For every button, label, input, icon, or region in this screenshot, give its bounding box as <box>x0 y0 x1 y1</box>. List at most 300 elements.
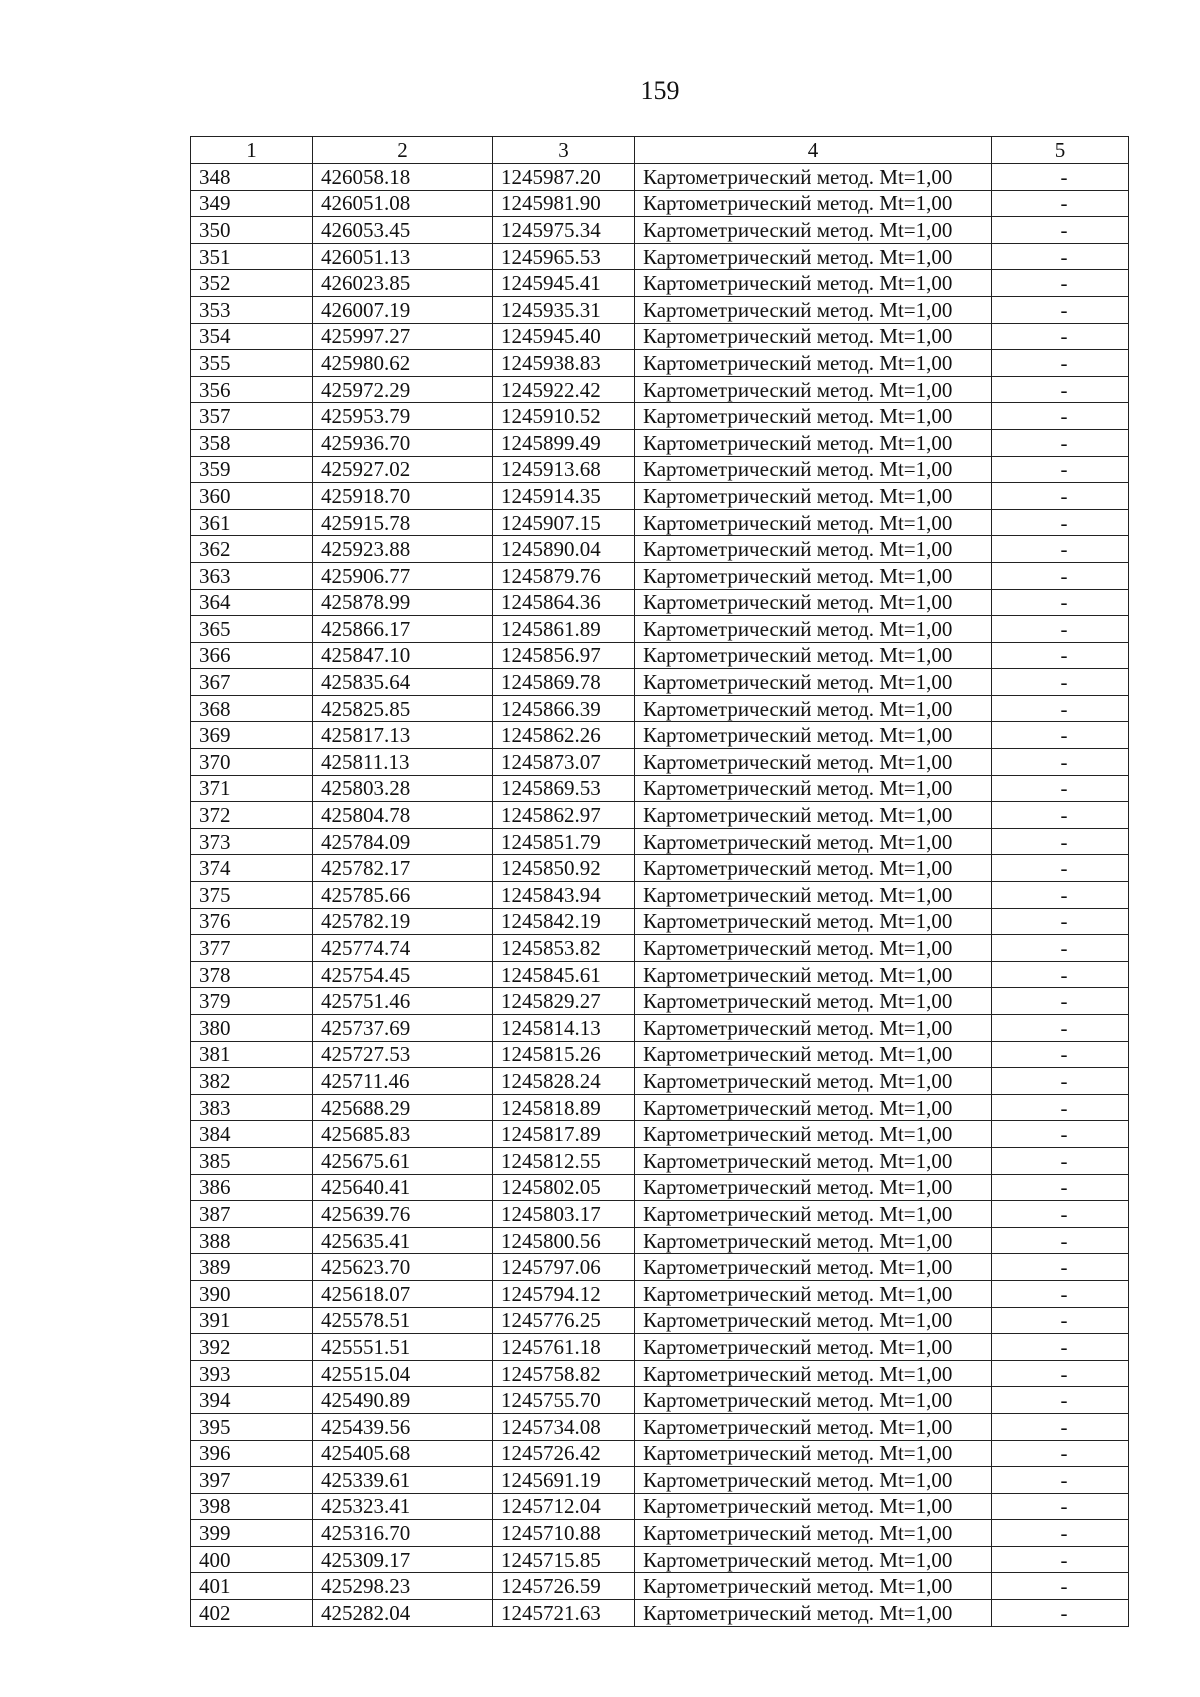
point-number-cell: 392 <box>191 1334 313 1361</box>
x-coordinate-cell: 425316.70 <box>313 1520 493 1547</box>
note-cell: - <box>992 1334 1129 1361</box>
method-cell: Картометрический метод. Mt=1,00 <box>635 243 992 270</box>
table-row <box>191 429 1129 456</box>
point-number-cell: 380 <box>191 1015 313 1042</box>
x-coordinate-cell: 425298.23 <box>313 1573 493 1600</box>
y-coordinate-cell: 1245814.13 <box>493 1015 635 1042</box>
table-row <box>191 536 1129 563</box>
note-cell: - <box>992 536 1129 563</box>
x-coordinate-cell: 425751.46 <box>313 988 493 1015</box>
table-row <box>191 164 1129 191</box>
table-row <box>191 1254 1129 1281</box>
note-cell: - <box>992 296 1129 323</box>
table-row <box>191 1360 1129 1387</box>
note-cell: - <box>992 1094 1129 1121</box>
table-row <box>191 802 1129 829</box>
point-number-cell: 379 <box>191 988 313 1015</box>
method-cell: Картометрический метод. Mt=1,00 <box>635 1413 992 1440</box>
x-coordinate-cell: 425915.78 <box>313 509 493 536</box>
table-row <box>191 509 1129 536</box>
method-cell: Картометрический метод. Mt=1,00 <box>635 1227 992 1254</box>
point-number-cell: 365 <box>191 616 313 643</box>
method-cell: Картометрический метод. Mt=1,00 <box>635 1068 992 1095</box>
y-coordinate-cell: 1245981.90 <box>493 190 635 217</box>
note-cell: - <box>992 988 1129 1015</box>
y-coordinate-cell: 1245965.53 <box>493 243 635 270</box>
x-coordinate-cell: 425282.04 <box>313 1600 493 1627</box>
table-row <box>191 1068 1129 1095</box>
method-cell: Картометрический метод. Mt=1,00 <box>635 1254 992 1281</box>
x-coordinate-cell: 426051.08 <box>313 190 493 217</box>
method-cell: Картометрический метод. Mt=1,00 <box>635 935 992 962</box>
note-cell: - <box>992 1493 1129 1520</box>
point-number-cell: 385 <box>191 1147 313 1174</box>
note-cell: - <box>992 1280 1129 1307</box>
note-cell: - <box>992 562 1129 589</box>
method-cell: Картометрический метод. Mt=1,00 <box>635 616 992 643</box>
x-coordinate-cell: 425785.66 <box>313 882 493 909</box>
x-coordinate-cell: 425782.17 <box>313 855 493 882</box>
header-col-4: 4 <box>635 137 992 164</box>
y-coordinate-cell: 1245726.59 <box>493 1573 635 1600</box>
point-number-cell: 374 <box>191 855 313 882</box>
table-row <box>191 908 1129 935</box>
point-number-cell: 377 <box>191 935 313 962</box>
x-coordinate-cell: 425578.51 <box>313 1307 493 1334</box>
note-cell: - <box>992 164 1129 191</box>
table-row <box>191 1413 1129 1440</box>
table-row <box>191 456 1129 483</box>
x-coordinate-cell: 425754.45 <box>313 961 493 988</box>
method-cell: Картометрический метод. Mt=1,00 <box>635 1493 992 1520</box>
x-coordinate-cell: 425866.17 <box>313 616 493 643</box>
y-coordinate-cell: 1245862.26 <box>493 722 635 749</box>
x-coordinate-cell: 425635.41 <box>313 1227 493 1254</box>
point-number-cell: 352 <box>191 270 313 297</box>
method-cell: Картометрический метод. Mt=1,00 <box>635 1573 992 1600</box>
point-number-cell: 378 <box>191 961 313 988</box>
y-coordinate-cell: 1245861.89 <box>493 616 635 643</box>
note-cell: - <box>992 1413 1129 1440</box>
method-cell: Картометрический метод. Mt=1,00 <box>635 323 992 350</box>
method-cell: Картометрический метод. Mt=1,00 <box>635 1334 992 1361</box>
method-cell: Картометрический метод. Mt=1,00 <box>635 1121 992 1148</box>
x-coordinate-cell: 425953.79 <box>313 403 493 430</box>
table-row <box>191 855 1129 882</box>
table-row <box>191 695 1129 722</box>
method-cell: Картометрический метод. Mt=1,00 <box>635 509 992 536</box>
note-cell: - <box>992 935 1129 962</box>
method-cell: Картометрический метод. Mt=1,00 <box>635 1387 992 1414</box>
note-cell: - <box>992 882 1129 909</box>
y-coordinate-cell: 1245869.53 <box>493 775 635 802</box>
note-cell: - <box>992 456 1129 483</box>
method-cell: Картометрический метод. Mt=1,00 <box>635 1307 992 1334</box>
point-number-cell: 389 <box>191 1254 313 1281</box>
point-number-cell: 383 <box>191 1094 313 1121</box>
table-row <box>191 1227 1129 1254</box>
table-row <box>191 483 1129 510</box>
point-number-cell: 356 <box>191 376 313 403</box>
method-cell: Картометрический метод. Mt=1,00 <box>635 1467 992 1494</box>
y-coordinate-cell: 1245710.88 <box>493 1520 635 1547</box>
method-cell: Картометрический метод. Mt=1,00 <box>635 1015 992 1042</box>
table-row <box>191 1015 1129 1042</box>
table-row <box>191 1334 1129 1361</box>
note-cell: - <box>992 403 1129 430</box>
header-col-5: 5 <box>992 137 1129 164</box>
x-coordinate-cell: 425551.51 <box>313 1334 493 1361</box>
point-number-cell: 382 <box>191 1068 313 1095</box>
method-cell: Картометрический метод. Mt=1,00 <box>635 642 992 669</box>
y-coordinate-cell: 1245866.39 <box>493 695 635 722</box>
y-coordinate-cell: 1245828.24 <box>493 1068 635 1095</box>
point-number-cell: 364 <box>191 589 313 616</box>
method-cell: Картометрический метод. Mt=1,00 <box>635 882 992 909</box>
method-cell: Картометрический метод. Mt=1,00 <box>635 802 992 829</box>
point-number-cell: 390 <box>191 1280 313 1307</box>
method-cell: Картометрический метод. Mt=1,00 <box>635 456 992 483</box>
table-body <box>191 164 1129 1627</box>
x-coordinate-cell: 426023.85 <box>313 270 493 297</box>
table-row <box>191 1546 1129 1573</box>
point-number-cell: 372 <box>191 802 313 829</box>
y-coordinate-cell: 1245758.82 <box>493 1360 635 1387</box>
x-coordinate-cell: 426058.18 <box>313 164 493 191</box>
y-coordinate-cell: 1245914.35 <box>493 483 635 510</box>
y-coordinate-cell: 1245817.89 <box>493 1121 635 1148</box>
y-coordinate-cell: 1245945.41 <box>493 270 635 297</box>
x-coordinate-cell: 425980.62 <box>313 350 493 377</box>
table-row <box>191 961 1129 988</box>
table-row <box>191 1147 1129 1174</box>
y-coordinate-cell: 1245715.85 <box>493 1546 635 1573</box>
y-coordinate-cell: 1245815.26 <box>493 1041 635 1068</box>
x-coordinate-cell: 425309.17 <box>313 1546 493 1573</box>
note-cell: - <box>992 749 1129 776</box>
y-coordinate-cell: 1245873.07 <box>493 749 635 776</box>
note-cell: - <box>992 1360 1129 1387</box>
x-coordinate-cell: 425847.10 <box>313 642 493 669</box>
point-number-cell: 350 <box>191 217 313 244</box>
x-coordinate-cell: 425405.68 <box>313 1440 493 1467</box>
table-row <box>191 403 1129 430</box>
point-number-cell: 391 <box>191 1307 313 1334</box>
x-coordinate-cell: 425972.29 <box>313 376 493 403</box>
method-cell: Картометрический метод. Mt=1,00 <box>635 1174 992 1201</box>
table-row <box>191 775 1129 802</box>
point-number-cell: 397 <box>191 1467 313 1494</box>
note-cell: - <box>992 642 1129 669</box>
y-coordinate-cell: 1245935.31 <box>493 296 635 323</box>
x-coordinate-cell: 425639.76 <box>313 1201 493 1228</box>
x-coordinate-cell: 425918.70 <box>313 483 493 510</box>
y-coordinate-cell: 1245755.70 <box>493 1387 635 1414</box>
y-coordinate-cell: 1245890.04 <box>493 536 635 563</box>
method-cell: Картометрический метод. Mt=1,00 <box>635 589 992 616</box>
method-cell: Картометрический метод. Mt=1,00 <box>635 1041 992 1068</box>
table-row <box>191 190 1129 217</box>
x-coordinate-cell: 425997.27 <box>313 323 493 350</box>
header-col-2: 2 <box>313 137 493 164</box>
note-cell: - <box>992 589 1129 616</box>
point-number-cell: 366 <box>191 642 313 669</box>
table-row <box>191 749 1129 776</box>
point-number-cell: 359 <box>191 456 313 483</box>
method-cell: Картометрический метод. Mt=1,00 <box>635 775 992 802</box>
table-row <box>191 1573 1129 1600</box>
method-cell: Картометрический метод. Mt=1,00 <box>635 429 992 456</box>
table-row <box>191 270 1129 297</box>
y-coordinate-cell: 1245794.12 <box>493 1280 635 1307</box>
table-row <box>191 669 1129 696</box>
table-row <box>191 1493 1129 1520</box>
note-cell: - <box>992 802 1129 829</box>
x-coordinate-cell: 425927.02 <box>313 456 493 483</box>
point-number-cell: 360 <box>191 483 313 510</box>
y-coordinate-cell: 1245829.27 <box>493 988 635 1015</box>
method-cell: Картометрический метод. Mt=1,00 <box>635 190 992 217</box>
table-row <box>191 350 1129 377</box>
page-number: 159 <box>640 76 680 105</box>
table-row <box>191 1307 1129 1334</box>
y-coordinate-cell: 1245721.63 <box>493 1600 635 1627</box>
note-cell: - <box>992 1573 1129 1600</box>
x-coordinate-cell: 425825.85 <box>313 695 493 722</box>
point-number-cell: 386 <box>191 1174 313 1201</box>
point-number-cell: 395 <box>191 1413 313 1440</box>
table-row <box>191 296 1129 323</box>
table-row <box>191 1440 1129 1467</box>
table-row <box>191 1174 1129 1201</box>
table-row <box>191 642 1129 669</box>
method-cell: Картометрический метод. Mt=1,00 <box>635 1440 992 1467</box>
table-row <box>191 1121 1129 1148</box>
y-coordinate-cell: 1245853.82 <box>493 935 635 962</box>
x-coordinate-cell: 425711.46 <box>313 1068 493 1095</box>
note-cell: - <box>992 1201 1129 1228</box>
table-header-row <box>191 137 1129 164</box>
table-row <box>191 217 1129 244</box>
note-cell: - <box>992 1227 1129 1254</box>
note-cell: - <box>992 828 1129 855</box>
table-row <box>191 1201 1129 1228</box>
x-coordinate-cell: 425817.13 <box>313 722 493 749</box>
note-cell: - <box>992 243 1129 270</box>
table-row <box>191 1094 1129 1121</box>
x-coordinate-cell: 425439.56 <box>313 1413 493 1440</box>
x-coordinate-cell: 425774.74 <box>313 935 493 962</box>
note-cell: - <box>992 509 1129 536</box>
y-coordinate-cell: 1245899.49 <box>493 429 635 456</box>
y-coordinate-cell: 1245851.79 <box>493 828 635 855</box>
y-coordinate-cell: 1245864.36 <box>493 589 635 616</box>
table-row <box>191 616 1129 643</box>
point-number-cell: 396 <box>191 1440 313 1467</box>
x-coordinate-cell: 425618.07 <box>313 1280 493 1307</box>
note-cell: - <box>992 961 1129 988</box>
y-coordinate-cell: 1245862.97 <box>493 802 635 829</box>
x-coordinate-cell: 425803.28 <box>313 775 493 802</box>
table-row <box>191 1600 1129 1627</box>
point-number-cell: 387 <box>191 1201 313 1228</box>
y-coordinate-cell: 1245987.20 <box>493 164 635 191</box>
method-cell: Картометрический метод. Mt=1,00 <box>635 562 992 589</box>
y-coordinate-cell: 1245907.15 <box>493 509 635 536</box>
y-coordinate-cell: 1245922.42 <box>493 376 635 403</box>
method-cell: Картометрический метод. Mt=1,00 <box>635 961 992 988</box>
table-row <box>191 935 1129 962</box>
method-cell: Картометрический метод. Mt=1,00 <box>635 722 992 749</box>
x-coordinate-cell: 426051.13 <box>313 243 493 270</box>
x-coordinate-cell: 425784.09 <box>313 828 493 855</box>
note-cell: - <box>992 1121 1129 1148</box>
y-coordinate-cell: 1245910.52 <box>493 403 635 430</box>
x-coordinate-cell: 425515.04 <box>313 1360 493 1387</box>
x-coordinate-cell: 425804.78 <box>313 802 493 829</box>
method-cell: Картометрический метод. Mt=1,00 <box>635 1280 992 1307</box>
note-cell: - <box>992 483 1129 510</box>
x-coordinate-cell: 425490.89 <box>313 1387 493 1414</box>
method-cell: Картометрический метод. Mt=1,00 <box>635 270 992 297</box>
method-cell: Картометрический метод. Mt=1,00 <box>635 483 992 510</box>
y-coordinate-cell: 1245869.78 <box>493 669 635 696</box>
point-number-cell: 381 <box>191 1041 313 1068</box>
point-number-cell: 399 <box>191 1520 313 1547</box>
point-number-cell: 357 <box>191 403 313 430</box>
point-number-cell: 369 <box>191 722 313 749</box>
y-coordinate-cell: 1245818.89 <box>493 1094 635 1121</box>
note-cell: - <box>992 190 1129 217</box>
point-number-cell: 375 <box>191 882 313 909</box>
note-cell: - <box>992 217 1129 244</box>
y-coordinate-cell: 1245802.05 <box>493 1174 635 1201</box>
y-coordinate-cell: 1245850.92 <box>493 855 635 882</box>
point-number-cell: 376 <box>191 908 313 935</box>
note-cell: - <box>992 270 1129 297</box>
y-coordinate-cell: 1245712.04 <box>493 1493 635 1520</box>
point-number-cell: 384 <box>191 1121 313 1148</box>
method-cell: Картометрический метод. Mt=1,00 <box>635 536 992 563</box>
note-cell: - <box>992 616 1129 643</box>
note-cell: - <box>992 855 1129 882</box>
method-cell: Картометрический метод. Mt=1,00 <box>635 988 992 1015</box>
method-cell: Картометрический метод. Mt=1,00 <box>635 403 992 430</box>
point-number-cell: 361 <box>191 509 313 536</box>
x-coordinate-cell: 425811.13 <box>313 749 493 776</box>
y-coordinate-cell: 1245945.40 <box>493 323 635 350</box>
note-cell: - <box>992 1467 1129 1494</box>
y-coordinate-cell: 1245812.55 <box>493 1147 635 1174</box>
table-row <box>191 589 1129 616</box>
y-coordinate-cell: 1245761.18 <box>493 1334 635 1361</box>
note-cell: - <box>992 1068 1129 1095</box>
note-cell: - <box>992 908 1129 935</box>
point-number-cell: 373 <box>191 828 313 855</box>
method-cell: Картометрический метод. Mt=1,00 <box>635 669 992 696</box>
point-number-cell: 367 <box>191 669 313 696</box>
note-cell: - <box>992 1520 1129 1547</box>
method-cell: Картометрический метод. Mt=1,00 <box>635 164 992 191</box>
x-coordinate-cell: 426007.19 <box>313 296 493 323</box>
note-cell: - <box>992 1254 1129 1281</box>
y-coordinate-cell: 1245726.42 <box>493 1440 635 1467</box>
x-coordinate-cell: 425936.70 <box>313 429 493 456</box>
table-row <box>191 376 1129 403</box>
x-coordinate-cell: 425685.83 <box>313 1121 493 1148</box>
note-cell: - <box>992 669 1129 696</box>
method-cell: Картометрический метод. Mt=1,00 <box>635 749 992 776</box>
table-row <box>191 243 1129 270</box>
y-coordinate-cell: 1245913.68 <box>493 456 635 483</box>
method-cell: Картометрический метод. Mt=1,00 <box>635 1360 992 1387</box>
point-number-cell: 351 <box>191 243 313 270</box>
header-col-3: 3 <box>493 137 635 164</box>
point-number-cell: 398 <box>191 1493 313 1520</box>
point-number-cell: 348 <box>191 164 313 191</box>
note-cell: - <box>992 1307 1129 1334</box>
table-row <box>191 1387 1129 1414</box>
point-number-cell: 401 <box>191 1573 313 1600</box>
method-cell: Картометрический метод. Mt=1,00 <box>635 1520 992 1547</box>
method-cell: Картометрический метод. Mt=1,00 <box>635 828 992 855</box>
note-cell: - <box>992 1015 1129 1042</box>
y-coordinate-cell: 1245843.94 <box>493 882 635 909</box>
table-row <box>191 1520 1129 1547</box>
note-cell: - <box>992 323 1129 350</box>
x-coordinate-cell: 425323.41 <box>313 1493 493 1520</box>
point-number-cell: 394 <box>191 1387 313 1414</box>
table-row <box>191 562 1129 589</box>
point-number-cell: 363 <box>191 562 313 589</box>
x-coordinate-cell: 425878.99 <box>313 589 493 616</box>
x-coordinate-cell: 425923.88 <box>313 536 493 563</box>
table-row <box>191 828 1129 855</box>
x-coordinate-cell: 425640.41 <box>313 1174 493 1201</box>
y-coordinate-cell: 1245776.25 <box>493 1307 635 1334</box>
method-cell: Картометрический метод. Mt=1,00 <box>635 855 992 882</box>
point-number-cell: 358 <box>191 429 313 456</box>
x-coordinate-cell: 425675.61 <box>313 1147 493 1174</box>
method-cell: Картометрический метод. Mt=1,00 <box>635 1600 992 1627</box>
point-number-cell: 400 <box>191 1546 313 1573</box>
y-coordinate-cell: 1245800.56 <box>493 1227 635 1254</box>
table-row <box>191 1280 1129 1307</box>
y-coordinate-cell: 1245938.83 <box>493 350 635 377</box>
x-coordinate-cell: 425623.70 <box>313 1254 493 1281</box>
table-row <box>191 323 1129 350</box>
note-cell: - <box>992 695 1129 722</box>
x-coordinate-cell: 425906.77 <box>313 562 493 589</box>
point-number-cell: 393 <box>191 1360 313 1387</box>
y-coordinate-cell: 1245797.06 <box>493 1254 635 1281</box>
note-cell: - <box>992 775 1129 802</box>
method-cell: Картометрический метод. Mt=1,00 <box>635 908 992 935</box>
x-coordinate-cell: 426053.45 <box>313 217 493 244</box>
method-cell: Картометрический метод. Mt=1,00 <box>635 1201 992 1228</box>
point-number-cell: 354 <box>191 323 313 350</box>
point-number-cell: 371 <box>191 775 313 802</box>
note-cell: - <box>992 1387 1129 1414</box>
x-coordinate-cell: 425727.53 <box>313 1041 493 1068</box>
point-number-cell: 402 <box>191 1600 313 1627</box>
method-cell: Картометрический метод. Mt=1,00 <box>635 1147 992 1174</box>
x-coordinate-cell: 425339.61 <box>313 1467 493 1494</box>
coordinates-table <box>190 136 1129 1627</box>
note-cell: - <box>992 376 1129 403</box>
table-row <box>191 1041 1129 1068</box>
x-coordinate-cell: 425688.29 <box>313 1094 493 1121</box>
